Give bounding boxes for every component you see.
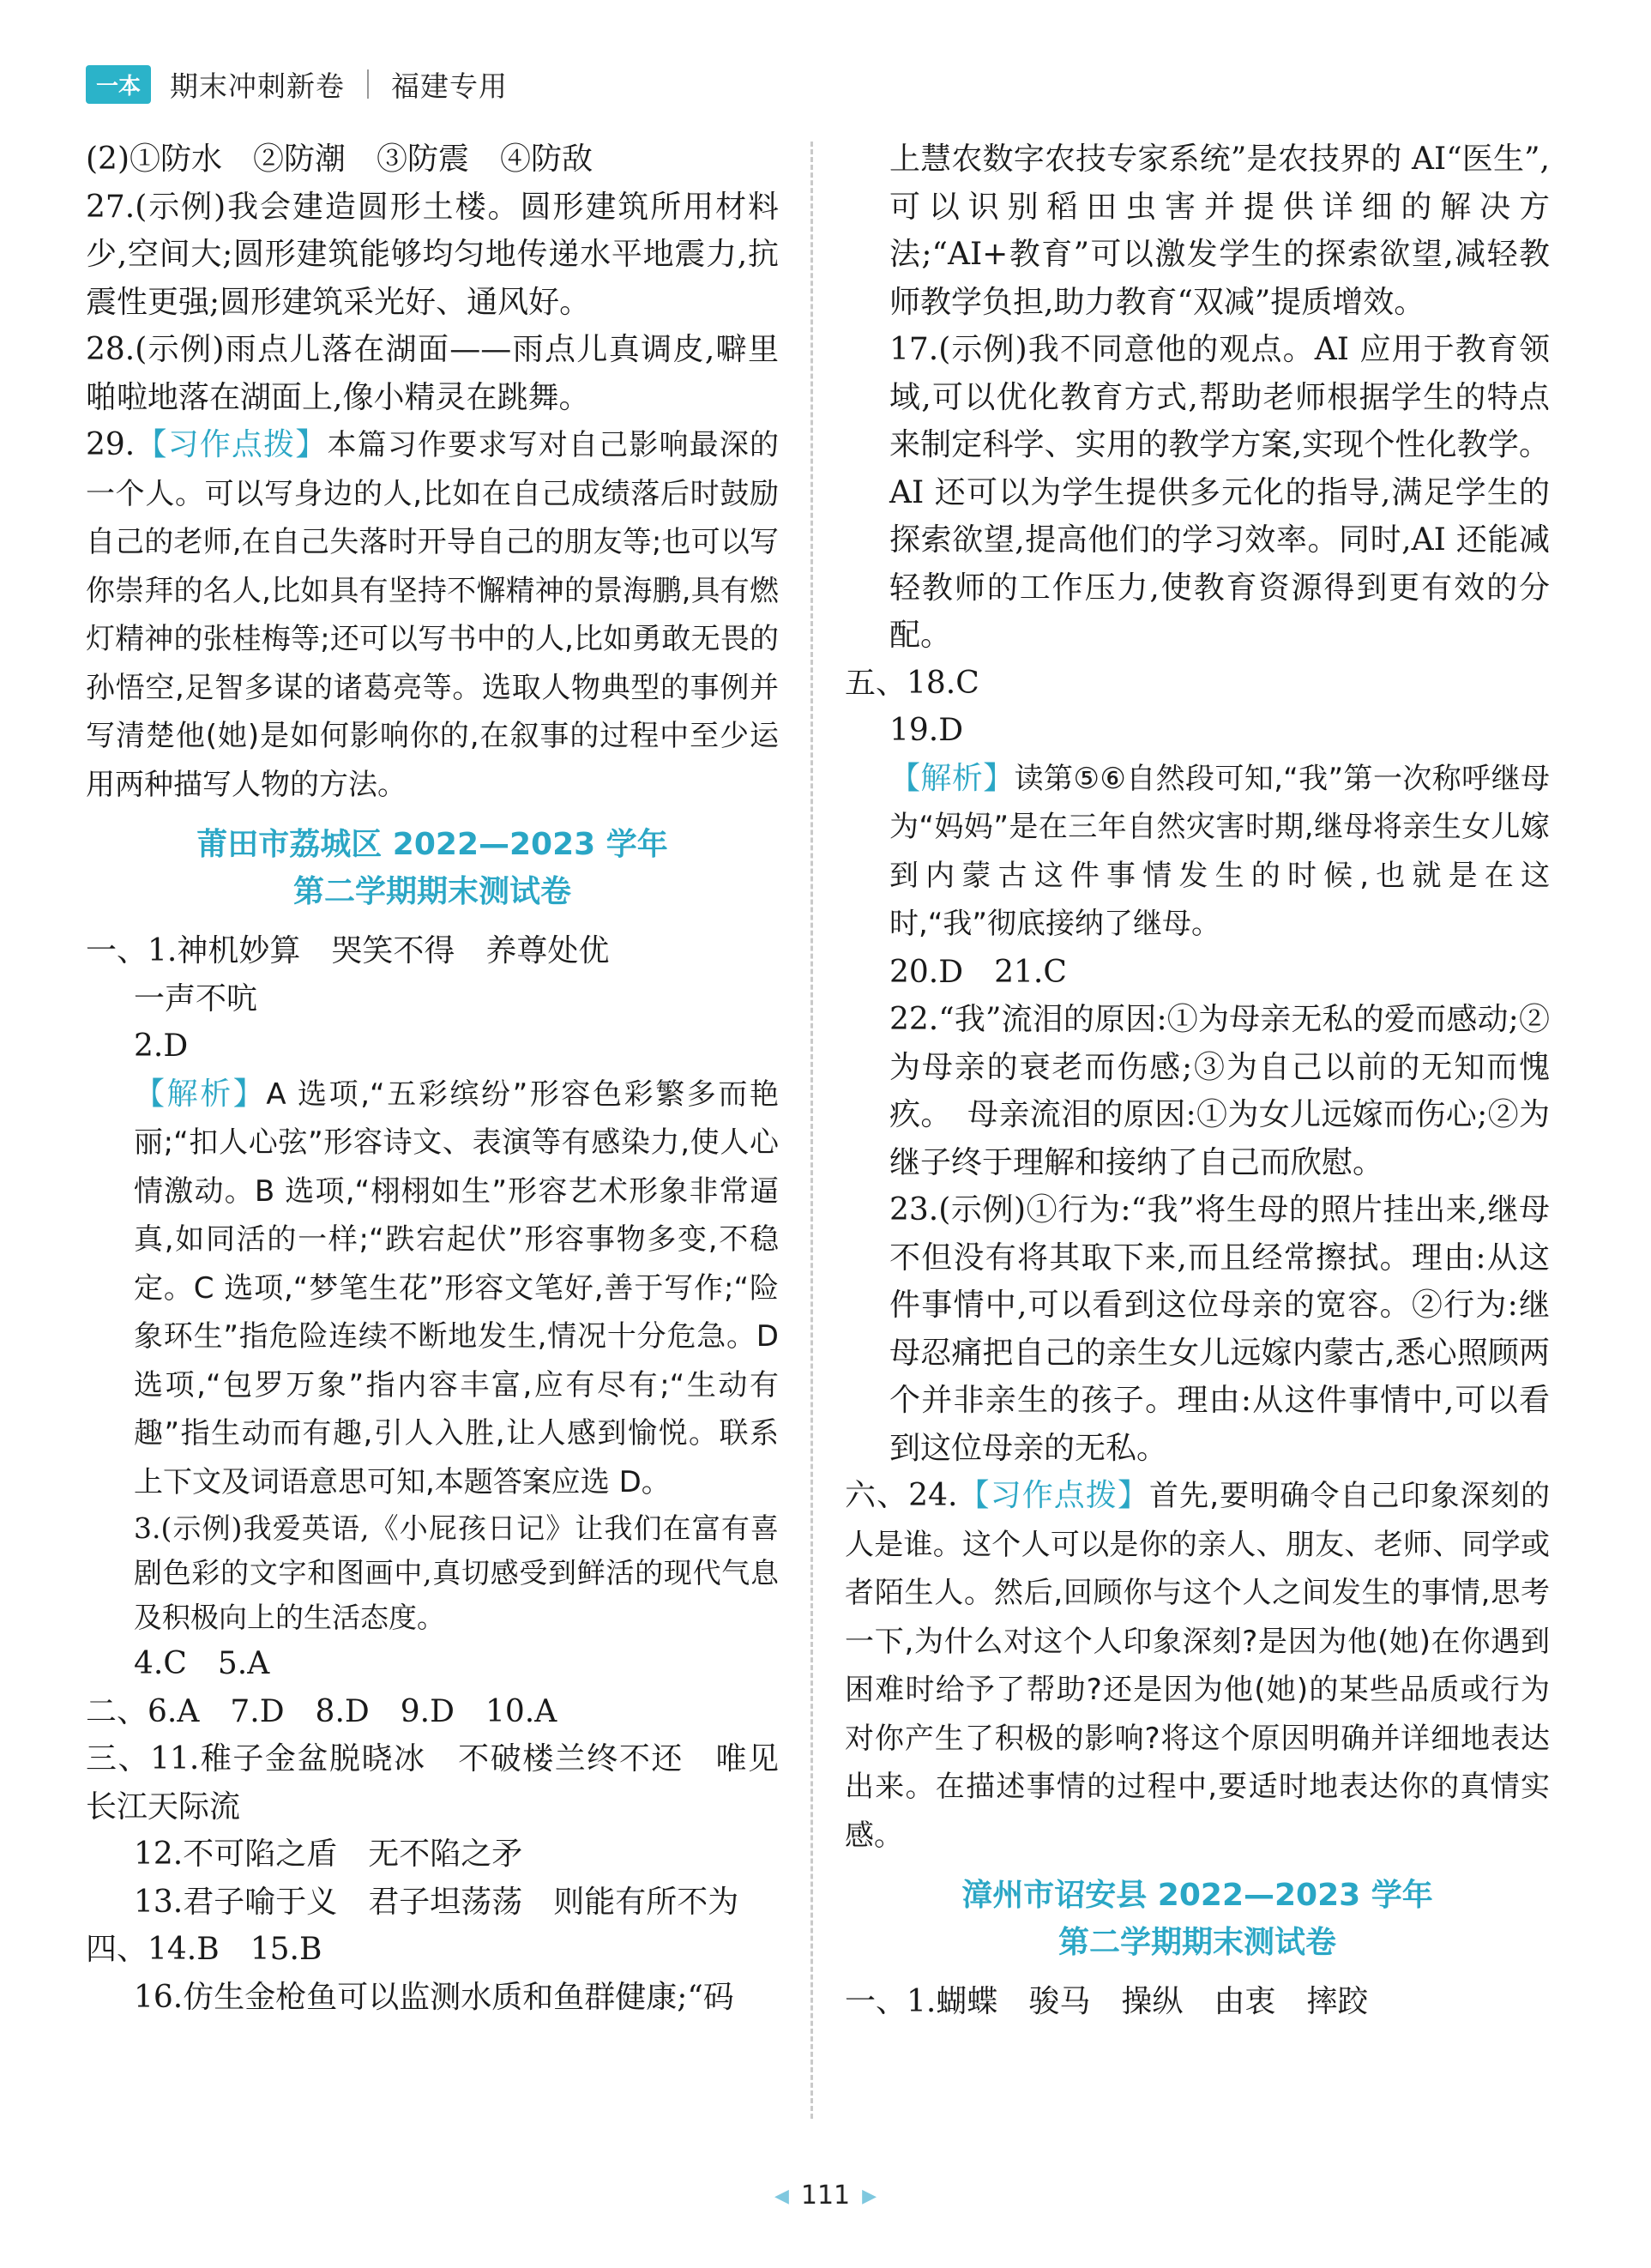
answer-27: 27.(示例)我会建造圆形土楼。圆形建筑所用材料少,空间大;圆形建筑能够均匀地传递水平地震力,抗震性更强;圆形建筑采光好、通风好。 [86, 189, 779, 320]
question-number: 六、24. [845, 1478, 958, 1513]
header-divider [367, 69, 369, 99]
column-divider [810, 142, 813, 2119]
analysis-2 [86, 1071, 779, 1507]
answer-11: 三、11.稚子金盆脱晓冰 不破楼兰终不还 唯见长江天际流 [86, 1741, 779, 1825]
analysis-tag: 【解析】 [134, 1076, 267, 1112]
answer-4-5: 4.C 5.A [134, 1646, 270, 1681]
answer-16: 16.仿生金枪鱼可以监测水质和鱼群健康;“码 [134, 1979, 734, 2015]
answer-16-cont: 上慧农数字农技专家系统”是农技界的 AI“医生”,可以识别稻田虫害并提供详细的解决方法;“AI+教育”可以激发学生的探索欲望,减轻教师教学负担,助力教育“双减”提质增效。 [889, 142, 1550, 320]
analysis-text: A 选项,“五彩缤纷”形容色彩繁多而艳丽;“扣人心弦”形容诗文、表演等有感染力,使人心情激动。B 选项,“栩栩如生”形容艺术形象非常逼真,如同活的一样;“跌宕起伏”形容事物多变,不稳定。C 选项,“梦笔生花”形容文笔好,善于写作;“险象环生”指危险连续不断地发生,情况十分危急。D 选项,“包罗万象”指内容丰富,应有尽有;“生动有趣”指生动而有趣,引人入胜,让人感到愉悦。联系上下文及词语意思可知,本题答案应选 D。 [134, 1077, 779, 1499]
answer-1: 一、1.神机妙算 哭笑不得 养尊处优 [86, 933, 610, 968]
writing-tip-text: 本篇习作要求写对自己影响最深的一个人。可以写身边的人,比如在自己成绩落后时鼓励自己的老师,在自己失落时开导自己的朋友等;也可以写你崇拜的名人,比如具有坚持不懈精神的景海鹏,具有燃灯精神的张桂梅等;还可以写书中的人,比如勇敢无畏的孙悟空,足智多谋的诸葛亮等。选取人物典型的事例并写清楚他(她)是如何影响你的,在叙事的过程中至少运用两种描写人物的方法。 [86, 428, 779, 802]
right-column [845, 136, 1550, 2026]
question-number: 29. [86, 427, 136, 462]
analysis-text: 读第⑤⑥自然段可知,“我”第一次称呼继母为“妈妈”是在三年自然灾害时期,继母将亲生女儿嫁到内蒙古这件事情发生的时候,也就是在这时,“我”彻底接纳了继母。 [889, 761, 1550, 941]
answer-20-21: 20.D 21.C [889, 954, 1067, 990]
answer-1-zhangzhou: 一、1.蝴蝶 骏马 操纵 由衷 摔跤 [845, 1984, 1369, 2019]
answer-12: 12.不可陷之盾 无不陷之矛 [134, 1837, 523, 1872]
writing-tip-tag: 【习作点拨】 [957, 1478, 1150, 1513]
answer-17: 17.(示例)我不同意他的观点。AI 应用于教育领域,可以优化教育方式,帮助老师根据学生的特点来制定科学、实用的教学方案,实现个性化教学。AI 还可以为学生提供多元化的指导,满足学生的探索欲望,提高他们的学习效率。同时,AI 还能减轻教师的工作压力,使教育资源得到更有效的分配。 [889, 332, 1550, 653]
series-title: 期末冲刺新卷 [170, 69, 346, 103]
answer-1-cont: 一声不吭 [134, 980, 258, 1016]
page-number: 111 [800, 2181, 851, 2211]
answer-19: 19.D [889, 713, 964, 748]
answer-22: 22.“我”流泪的原因:①为母亲无私的爱而感动;②为母亲的衰老而伤感;③为自己以前的无知而愧疚。 母亲流泪的原因:①为女儿远嫁而伤心;②为继子终于理解和接纳了自己而欣慰。 [889, 1002, 1550, 1180]
analysis-19 [845, 755, 1550, 949]
section-subtitle-zhangzhou: 第二学期期末测试卷 [1057, 1925, 1336, 1960]
answer-13: 13.君子喻于义 君子坦荡荡 则能有所不为 [134, 1884, 739, 1920]
answer-6-10: 二、6.A 7.D 8.D 9.D 10.A [86, 1693, 557, 1729]
answer-24 [845, 1472, 1550, 1860]
answer-2: 2.D [134, 1028, 189, 1064]
answer-23: 23.(示例)①行为:“我”将生母的照片挂出来,继母不但没有将其取下来,而且经常擦拭。理由:从这件事情中,可以看到这位母亲的宽容。②行为:继母忍痛把自己的亲生女儿远嫁内蒙古,悉心照顾两个并非亲生的孩子。理由:从这件事情中,可以看到这位母亲的无私。 [889, 1192, 1550, 1466]
section-title-zhangzhou: 漳州市诏安县 2022—2023 学年 [961, 1878, 1433, 1913]
edition-label: 福建专用 [391, 69, 509, 103]
writing-tip-text: 首先,要明确令自己印象深刻的人是谁。这个人可以是你的亲人、朋友、老师、同学或者陌生人。然后,回顾你与这个人之间发生的事情,思考一下,为什么对这个人印象深刻?是因为他(她)在你遇到困难时给予了帮助?还是因为他(她)的某些品质或行为对你产生了积极的影响?将这个原因明确并详细地表达出来。在描述事情的过程中,要适时地表达你的真情实感。 [845, 1479, 1550, 1853]
section-title-putian: 莆田市荔城区 2022—2023 学年 [196, 827, 668, 862]
triangle-right-icon: ▶ [862, 2186, 877, 2207]
answer-26-2: (2)①防水 ②防潮 ③防震 ④防敌 [86, 142, 593, 177]
answer-14-15: 四、14.B 15.B [86, 1932, 322, 1967]
answer-18: 五、18.C [845, 665, 979, 701]
series-logo: 一本 [86, 65, 151, 104]
triangle-left-icon: ◀ [774, 2186, 789, 2207]
answer-29 [86, 421, 779, 809]
running-header [86, 58, 508, 110]
left-column [86, 136, 779, 2021]
answer-3: 3.(示例)我爱英语,《小屁孩日记》让我们在富有喜剧色彩的文字和图画中,真切感受到鲜活的现代气息及积极向上的生活态度。 [134, 1511, 779, 1634]
section-subtitle-putian: 第二学期期末测试卷 [292, 874, 571, 909]
page-footer [0, 2181, 1651, 2211]
writing-tip-tag: 【习作点拨】 [135, 427, 328, 462]
analysis-tag: 【解析】 [889, 760, 1015, 796]
answer-28: 28.(示例)雨点儿落在湖面——雨点儿真调皮,噼里啪啦地落在湖面上,像小精灵在跳舞。 [86, 332, 779, 415]
